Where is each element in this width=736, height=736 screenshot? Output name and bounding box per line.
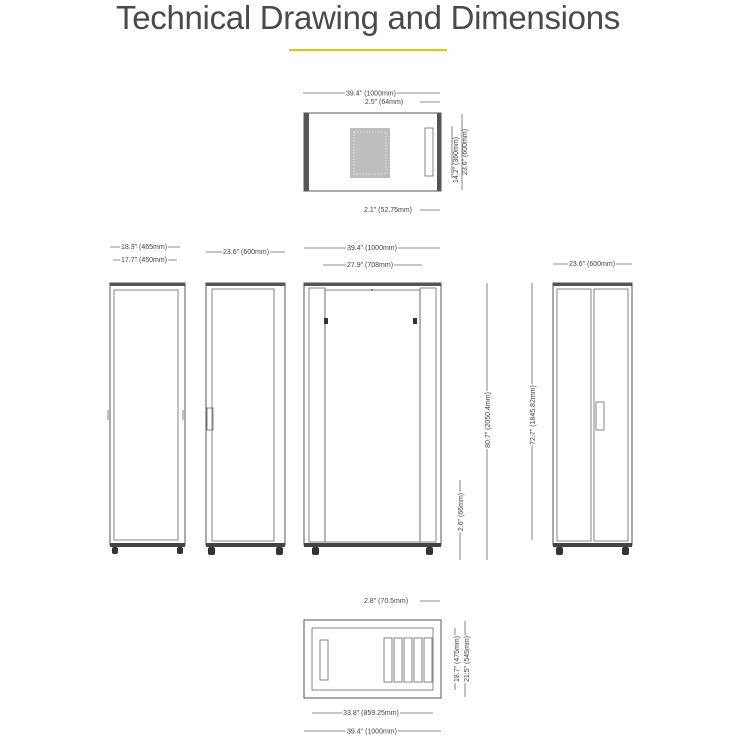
front-width-label: 23.6" (600mm) — [568, 261, 616, 268]
front-open-foot-label: 2.6" (66mm) — [458, 492, 465, 532]
side-inner-label: 17.7" (450mm) — [120, 257, 168, 264]
front-cabinet-outline — [553, 283, 632, 545]
top-width-label: 39.4" (1000mm) — [346, 90, 396, 98]
page-title: Technical Drawing and Dimensions — [116, 0, 620, 36]
bottom-inner-width-label: 33.8" (859.25mm) — [343, 710, 399, 717]
top-height-b-label: 23.6" (600mm) — [462, 128, 469, 176]
side-view — [108, 244, 185, 554]
side-cabinet-outline — [110, 283, 185, 545]
bottom-height-b-label: 21.5" (545mm) — [464, 635, 471, 683]
bottom-cabinet-outline — [304, 620, 441, 698]
rear-width-label: 23.6" (600mm) — [222, 249, 270, 256]
front-open-view — [304, 245, 492, 560]
front-open-inner-label: 27.9" (708mm) — [346, 262, 394, 269]
top-bottom-label: 2.1" (52.75mm) — [363, 207, 413, 214]
bottom-height-a-label: 18.7" (475mm) — [454, 635, 461, 683]
bottom-width-label: 39.4" (1000mm) — [347, 728, 397, 736]
top-view — [303, 91, 469, 215]
top-offset-label: 2.5" (64mm) — [364, 99, 404, 106]
side-outer-label: 18.3" (465mm) — [120, 244, 168, 251]
top-right-rail — [437, 113, 441, 191]
rear-view — [206, 249, 285, 555]
front-view — [530, 261, 632, 555]
front-open-height-label: 80.7" (2050.4mm) — [485, 392, 492, 448]
top-vent-grid — [350, 128, 390, 178]
front-height-label: 72.7" (1845.82mm) — [530, 385, 537, 445]
top-height-a-label: 14.2" (360mm) — [453, 136, 460, 184]
top-left-rail — [304, 113, 309, 191]
bottom-view — [304, 598, 471, 736]
front-open-width-label: 39.4" (1000mm) — [347, 245, 397, 252]
bottom-offset-label: 2.8" (70.5mm) — [363, 598, 409, 605]
rear-cabinet-outline — [206, 283, 285, 545]
